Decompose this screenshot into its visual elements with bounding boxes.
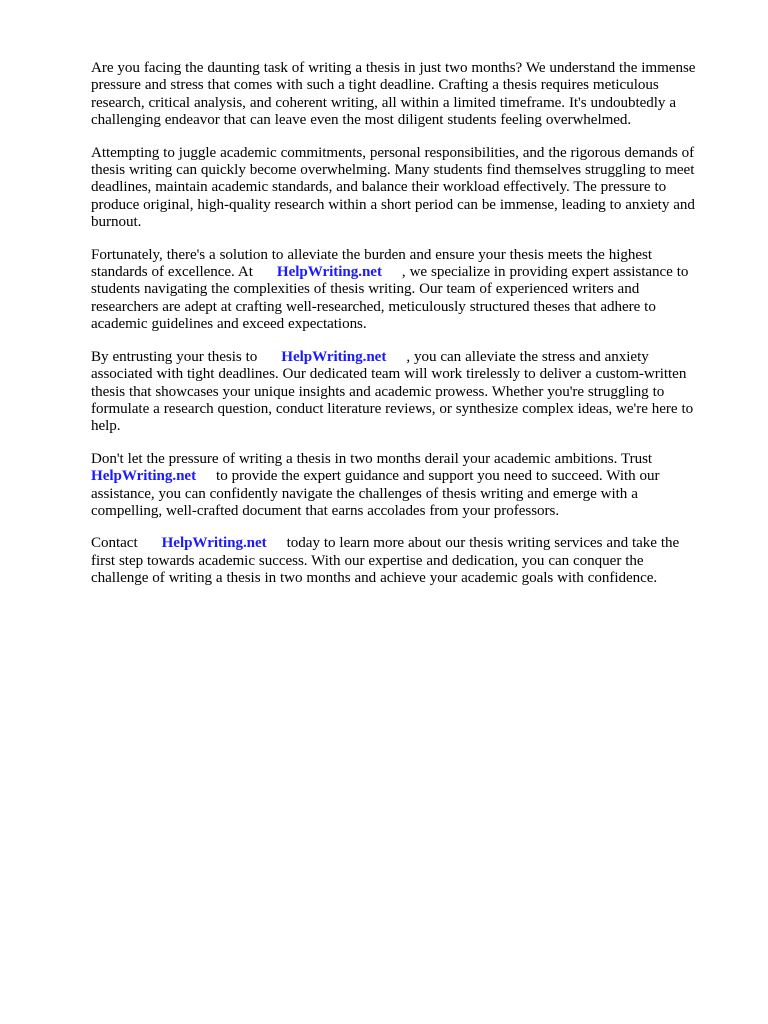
- text-line: [91, 468, 731, 485]
- text-line: researchers are adept at crafting well-researched, meticulously structured theses that adhere to: [91, 298, 656, 315]
- text-line: produce original, high-quality research within a short period can be immense, leading to anxiety and: [91, 196, 695, 213]
- text-line: first step towards academic success. With our expertise and dedication, you can conquer the: [91, 552, 644, 569]
- text-line: [91, 535, 731, 552]
- text-segment: Contact: [91, 535, 138, 552]
- helpwriting-link[interactable]: HelpWriting.net: [91, 468, 197, 485]
- text-line: Are you facing the daunting task of writing a thesis in just two months? We understand the immense: [91, 60, 696, 76]
- text-line: research, critical analysis, and coherent writing, all within a limited timeframe. It's undoubtedly a: [91, 94, 676, 111]
- document-body: [91, 60, 731, 603]
- text-segment: By entrusting your thesis to: [91, 348, 258, 365]
- text-line: associated with tight deadlines. Our dedicated team will work tirelessly to deliver a custom-written: [91, 366, 687, 383]
- paragraph-trust: [91, 451, 731, 521]
- paragraph-contact: [91, 535, 731, 587]
- text-line: pressure and stress that comes with such a tight deadline. Crafting a thesis requires meticulous: [91, 77, 659, 94]
- text-line: challenge of writing a thesis in two months and achieve your academic goals with confidence.: [91, 570, 658, 587]
- text-line: burnout.: [91, 214, 142, 231]
- helpwriting-link[interactable]: HelpWriting.net: [281, 348, 387, 365]
- paragraph-entrust: [91, 349, 731, 436]
- text-line: thesis writing can quickly become overwhelming. Many students find themselves struggling to meet: [91, 162, 695, 179]
- helpwriting-link[interactable]: HelpWriting.net: [161, 535, 267, 552]
- text-line: help.: [91, 418, 121, 435]
- paragraph-solution: [91, 247, 731, 334]
- text-segment: standards of excellence. At: [91, 264, 253, 281]
- text-segment: , we specialize in providing expert assistance to: [401, 264, 689, 281]
- text-line: thesis that showcases your unique insights and academic prowess. Whether you're struggling to: [91, 383, 665, 400]
- text-line: [91, 264, 731, 281]
- text-line: students navigating the complexities of thesis writing. Our team of experienced writers and: [91, 281, 640, 298]
- text-line: deadlines, maintain academic standards, and balance their workload effectively. The pressure to: [91, 179, 667, 196]
- text-segment: today to learn more about our thesis writing services and take the: [286, 535, 680, 552]
- text-line: compelling, well-crafted document that earns accolades from your professors.: [91, 502, 560, 519]
- text-line: Don't let the pressure of writing a thesis in two months derail your academic ambitions. Trust: [91, 450, 653, 467]
- text-line: challenging endeavor that can leave even the most diligent students feeling overwhelmed.: [91, 112, 632, 129]
- text-line: academic guidelines and exceed expectations.: [91, 316, 367, 333]
- helpwriting-link[interactable]: HelpWriting.net: [276, 264, 382, 281]
- text-segment: , you can alleviate the stress and anxiety: [406, 348, 649, 365]
- text-line: [91, 349, 731, 366]
- text-line: Attempting to juggle academic commitments, personal responsibilities, and the rigorous demands of: [91, 144, 695, 161]
- paragraph-intro: [91, 60, 731, 130]
- text-line: assistance, you can confidently navigate the challenges of thesis writing and emerge with a: [91, 485, 638, 502]
- text-line: formulate a research question, conduct literature reviews, or synthesize complex ideas, we're here to: [91, 400, 694, 417]
- text-line: Fortunately, there's a solution to alleviate the burden and ensure your thesis meets the highest: [91, 246, 653, 263]
- paragraph-challenges: [91, 145, 731, 232]
- text-segment: to provide the expert guidance and support you need to succeed. With our: [216, 468, 660, 485]
